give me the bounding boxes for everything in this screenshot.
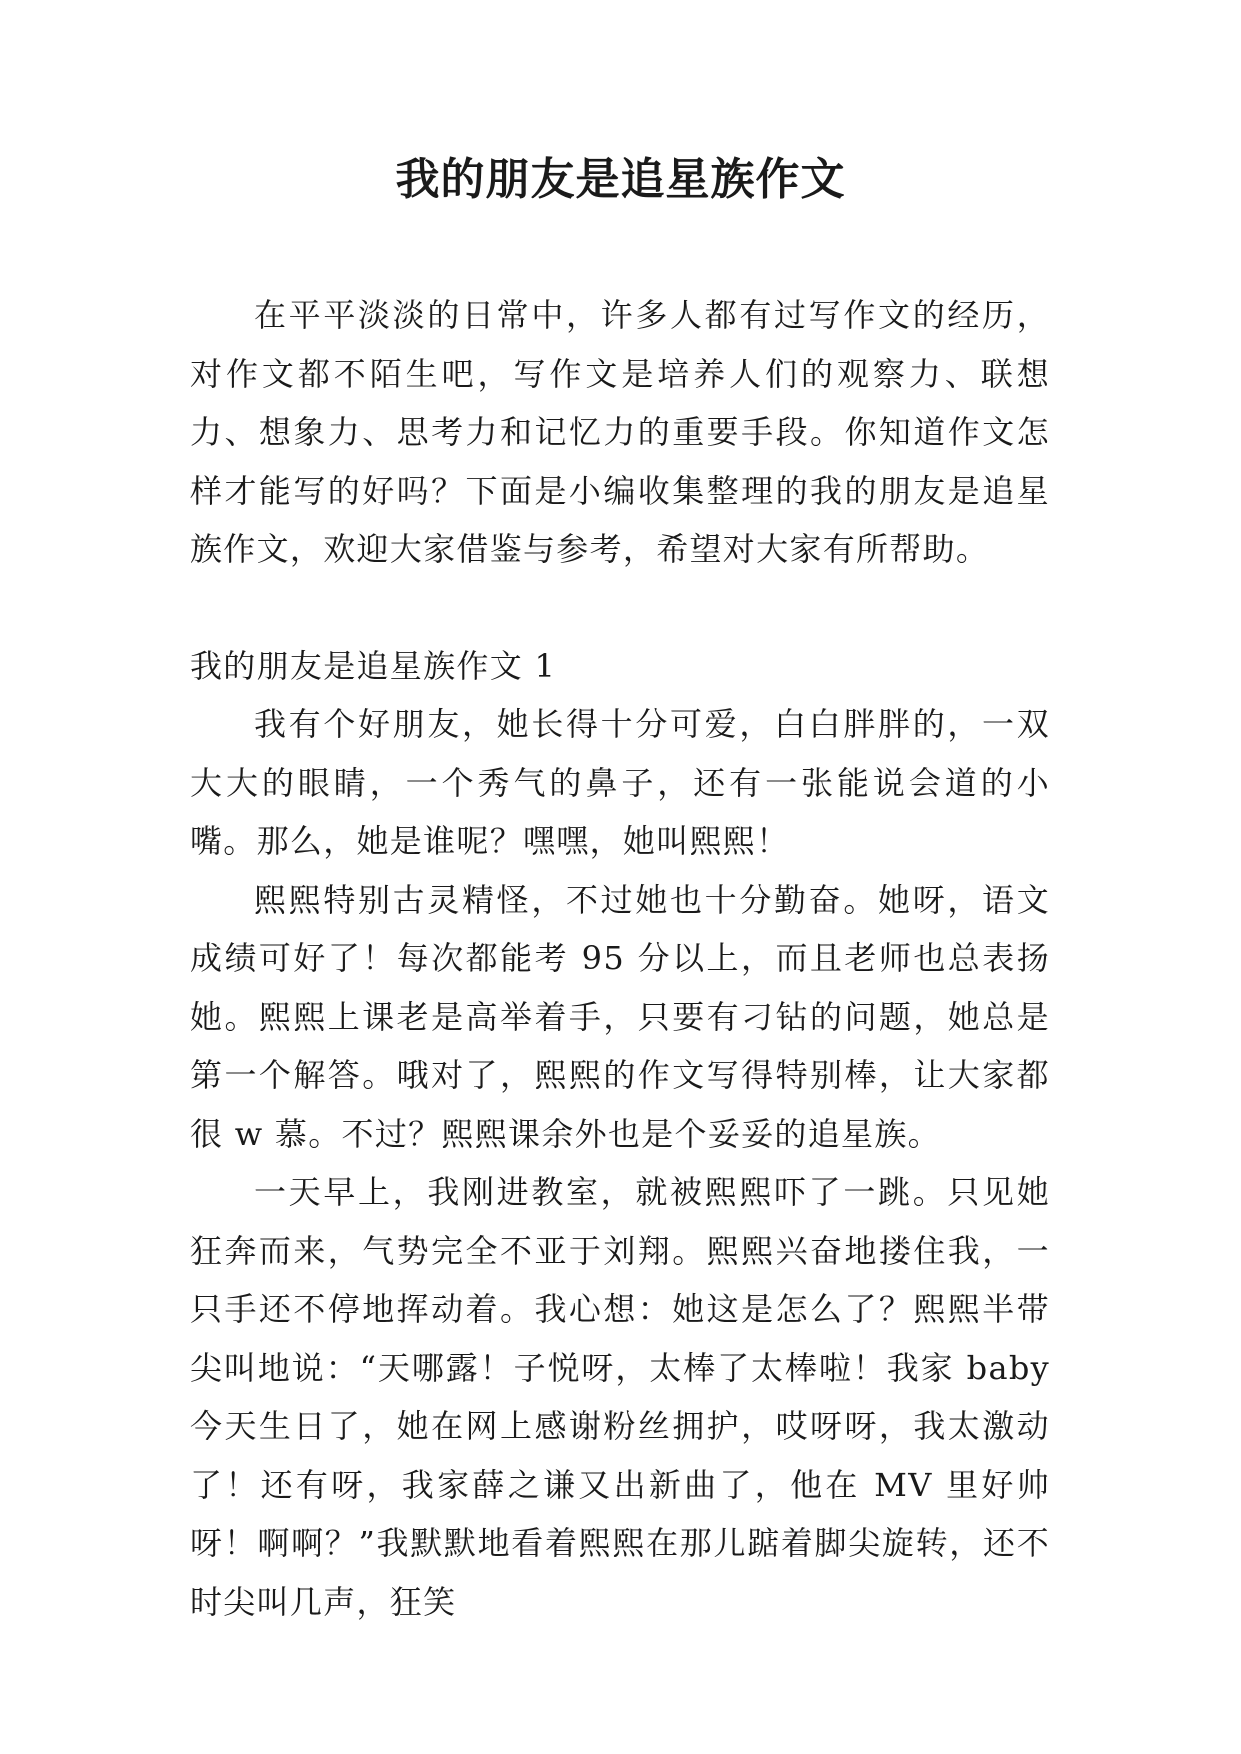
document-body (190, 286, 1050, 1631)
body-paragraph: 一天早上，我刚进教室，就被熙熙吓了一跳。只见她狂奔而来，气势完全不亚于刘翔。熙熙兴奋地搂住我，一只手还不停地挥动着。我心想：她这是怎么了？熙熙半带尖叫地说：“天哪露！子悦呀，太棒了太棒啦！我家 baby 今天生日了，她在网上感谢粉丝拥护，哎呀呀，我太激动了！还有呀，我家薛之谦又出新曲了，他在 MV 里好帅呀！啊啊？”我默默地看着熙熙在那儿踮着脚尖旋转，还不时尖叫几声，狂笑 (190, 1173, 1050, 1621)
intro-paragraph: 在平平淡淡的日常中，许多人都有过写作文的经历，对作文都不陌生吧，写作文是培养人们的观察力、联想力、想象力、思考力和记忆力的重要手段。你知道作文怎样才能写的好吗？下面是小编收集整理的我的朋友是追星族作文，欢迎大家借鉴与参考，希望对大家有所帮助。 (190, 296, 1050, 568)
body-paragraph: 我有个好朋友，她长得十分可爱，白白胖胖的，一双大大的眼睛，一个秀气的鼻子，还有一张能说会道的小嘴。那么，她是谁呢？嘿嘿，她叫熙熙！ (190, 705, 1050, 860)
document-title: 我的朋友是追星族作文 (395, 154, 846, 205)
paragraph-spacer (190, 579, 1050, 637)
section-heading: 我的朋友是追星族作文 1 (190, 646, 557, 685)
body-paragraph: 熙熙特别古灵精怪，不过她也十分勤奋。她呀，语文成绩可好了！每次都能考 95 分以上，而且老师也总表扬她。熙熙上课老是高举着手，只要有刁钻的问题，她总是第一个解答。哦对了，熙熙的作文写得特别棒，让大家都很 w 慕。不过？熙熙课余外也是个妥妥的追星族。 (190, 880, 1050, 1153)
